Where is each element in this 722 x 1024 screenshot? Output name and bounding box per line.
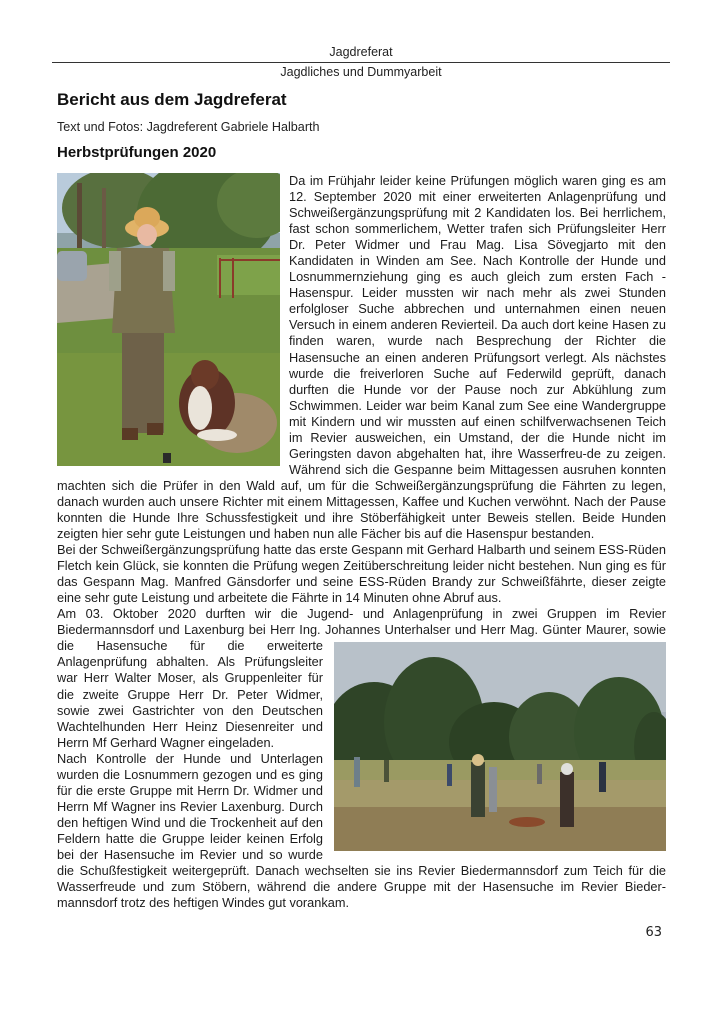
article-byline: Text und Fotos: Jagdreferent Gabriele Halbarth [57,120,320,134]
section-heading: Jagdliches und Dummyarbeit [280,65,442,79]
photo-field-group-image [334,642,666,851]
photo-hunter-with-dog [57,173,280,466]
running-head: Jagdreferat [329,45,393,59]
article-subtitle: Herbstprüfungen 2020 [57,144,217,161]
header-rule [52,62,670,63]
paragraph-october: Am 03. Oktober 2020 durften wir die Jugend- und Anlagenprüfung in zwei Gruppen im Revier Biedermannsdorf und Laxenburg bei Herr Ing. Johannes Unterhalser und Herr Mag. Günter [57,606,666,638]
page-number: 63 [645,925,662,941]
paragraph-october-block [57,606,666,750]
article-body [57,173,666,911]
article-title: Bericht aus dem Jagdreferat [57,90,287,109]
photo-hunter-with-dog-image [57,173,280,466]
paragraph-october-wrap: Maurer, sowie die Hasensuche für die erweiterte Anlagenprüfung abhalten. Als Prüfungsleiter war Herr Walter Moser, als Gruppenleiter für die zweite Gruppe Herr Dr. Peter Widmer, sowie zwei Gastrichter von den Deutschen Wachtelhunden Herr Heinz Diesenreiter und Herrn Mf Gerhard Wagner eingeladen. [57,622,667,750]
paragraph-intro: Da im Frühjahr leider keine Prüfungen möglich waren ging es am 12. September 2020 mit einer erweiterten Anlagenprüfung und Schweißergänzungsprüfung mit 2 Kandidaten los. Bei herrlichem, fast schon sommerlichem, Wetter trafen sich Prüfungsleiter Herr Dr. Peter Widmer und Frau Mag. Lisa Sövegjarto mit den Kandidaten in Winden am See. Nach Kontrolle der Hunde und Losnummernziehung ging es auch gleich zum ersten Fach - Hasenspur. Leider mussten wir nach mehr als zwei Stunden erfolgloser Suche abbrechen und unternahmen einen neuen Versuch in einem anderen Revierteil. Da auch dort keine Hasen zu finden waren, wurde nach Besprechung der Richter die Hasensuche an einen anderen Prüfungsort verlegt. Als nächstes wurde die freiverloren Suche auf Federwild geprüft, danach durften die Hunde vor der Pause noch zur Abkühlung zum Schwimmen. Leider war beim Kanal zum See eine Wandergruppe mit Kindern und wir mussten auf einen schilfverwachsenen Teich im Revier ausweichen, ein Umstand, der die Hunde nicht im Geringsten davon abgehalten hat, ihre Wasserfreu- [289,173,666,461]
paragraph-intro-continued: de zu zeigen. Während sich die Gespanne beim Mittagessen ausruhen konnten machten sich die Prüfer in den Wald auf, um für die Schweißergänzungsprüfung die Fährten zu legen, danach wurden auch unsere Richter mit einem Mittagessen, Kaffee und Kuchen verwöhnt. Nach der Pause konnten die Hunde Ihre Schussfestigkeit und ihre Stöberfähigkeit unter Beweis stellen. Beide Hunden zeigten hier sehr gute Leistungen und haben nun alle Fächer bis auf die Hasenspur bestanden. [57,445,666,542]
paragraph-groups-continued: hatte die Gruppe leider keinen Erfolg bei der Hasensuche im Revier und so wurde die Schußfestigkeit weitergeprüft. Danach wechselten sie ins Revier Biedermannsdorf zum Teich für die Wasserfreude und zum Stöbern, während die andere Gruppe mit der Hasensuche im Revier Biedermannsdorf trotz des heftigen Windes gut vorankam. [57,830,666,911]
photo-field-group [334,642,666,851]
paragraph-groups: Nach Kontrolle der Hunde und Unterlagen wurden die Losnummern gezogen und es ging für die erste Gruppe mit Herrn Dr. Widmer und Herrn Mf Wagner ins Revier Laxenburg. Durch den heftigen Wind und die Trockenheit auf den Feldern [57,750,323,846]
paragraph-schweiss: Bei der Schweißergänzungsprüfung hatte das erste Gespann mit Gerhard Halbarth und seinem ESS-Rüden Fletch kein Glück, sie konnten die Prüfung wegen Zeitüberschreitung leider nicht bestehen. Nun ging es für das Gespann Mag. Manfred Gänsdorfer und seine ESS-Rüden Brandy zur Schweißfährte, dieser zeigte eine sehr gute Leistung und arbeitete die Fährte in 14 Minuten ohne Abruf aus. [57,542,666,606]
